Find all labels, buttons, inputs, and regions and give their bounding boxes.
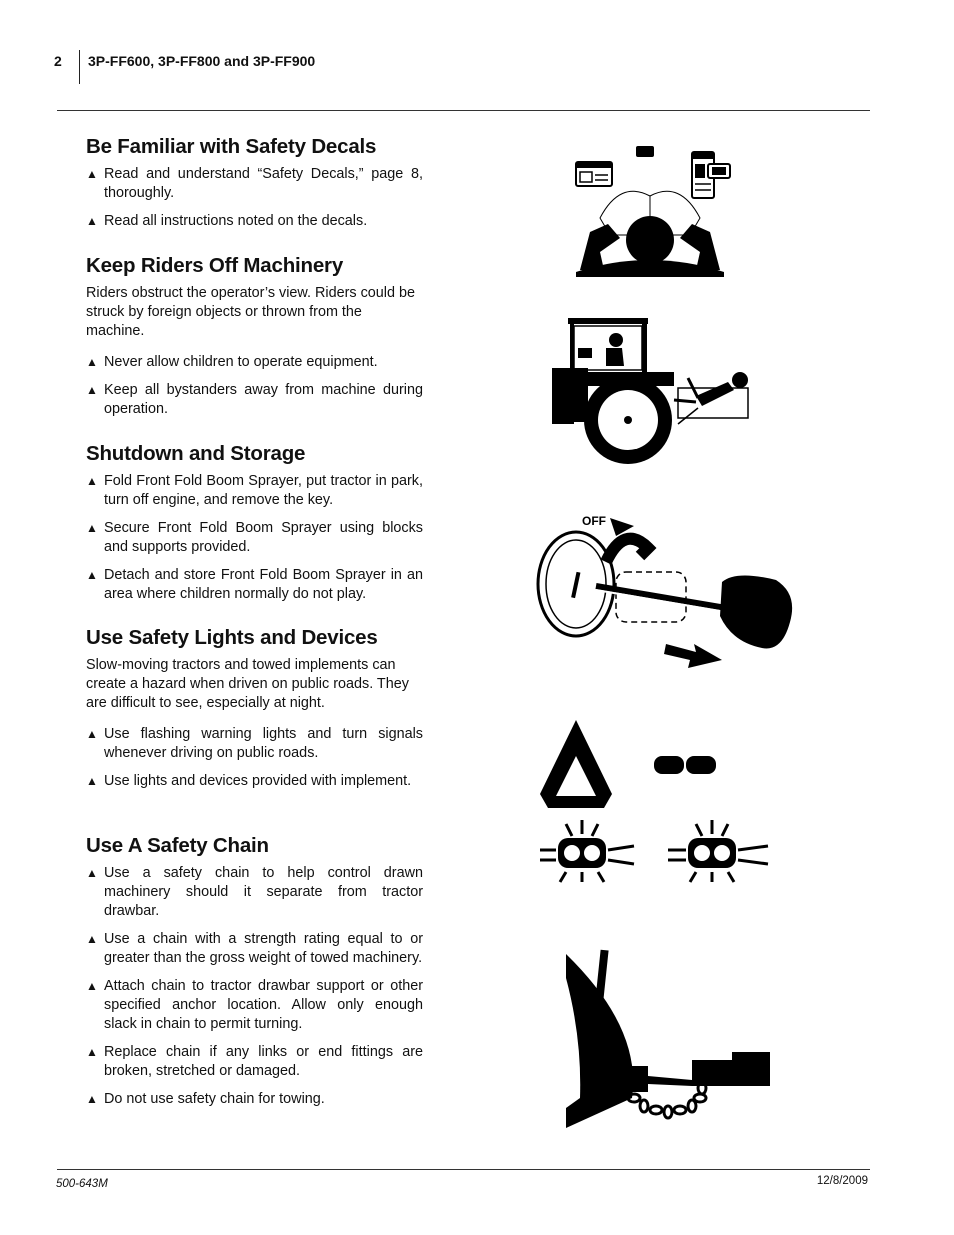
- header-title: 3P-FF600, 3P-FF800 and 3P-FF900: [88, 53, 316, 69]
- list-item: ▲ Keep all bystanders away from machine during operation.: [86, 382, 423, 417]
- bullet-triangle-icon: ▲: [86, 383, 98, 397]
- section-title: Use Safety Lights and Devices: [86, 626, 378, 649]
- bullet-triangle-icon: ▲: [86, 355, 98, 369]
- bullet-triangle-icon: ▲: [86, 521, 98, 535]
- page-number: 2: [54, 53, 62, 69]
- list-item: ▲ Use a safety chain to help control drawn machinery should it separate from tractor drawbar.: [86, 865, 423, 919]
- key-off-illustration: [536, 512, 800, 677]
- footer-rule: [57, 1169, 870, 1170]
- bullet-triangle-icon: ▲: [86, 932, 98, 946]
- bullet-triangle-icon: ▲: [86, 774, 98, 788]
- flashing-light-left: [540, 820, 634, 882]
- list-item: ▲ Use flashing warning lights and turn signals whenever driving on public roads.: [86, 726, 423, 761]
- bullet-triangle-icon: ▲: [86, 979, 98, 993]
- list-item: ▲ Use a chain with a strength rating equal to or greater than the gross weight of towed machinery.: [86, 931, 423, 966]
- flashing-light-right: [668, 820, 768, 882]
- section-intro: Riders obstruct the operator’s view. Riders could be struck by foreign objects or thrown from the machine.: [86, 285, 416, 339]
- list-item: ▲ Read and understand “Safety Decals,” page 8, thoroughly.: [86, 166, 423, 201]
- list-item: ▲ Use lights and devices provided with implement.: [86, 773, 412, 789]
- bullet-triangle-icon: ▲: [86, 1045, 98, 1059]
- section-safety-lights: [86, 626, 423, 800]
- bullet-triangle-icon: ▲: [86, 727, 98, 741]
- footer-doc-number: 500-643M: [56, 1178, 108, 1190]
- list-item: ▲ Do not use safety chain for towing.: [86, 1091, 325, 1107]
- list-item: ▲ Detach and store Front Fold Boom Sprayer in an area where children normally do not play.: [86, 567, 423, 602]
- section-title: Keep Riders Off Machinery: [86, 254, 344, 277]
- section-title: Shutdown and Storage: [86, 442, 306, 465]
- bullet-triangle-icon: ▲: [86, 474, 98, 488]
- list-item: ▲ Replace chain if any links or end fittings are broken, stretched or damaged.: [86, 1044, 423, 1079]
- list-item: ▲ Read all instructions noted on the decals.: [86, 213, 368, 229]
- header-rule: [57, 110, 870, 111]
- section-keep-riders-off: [86, 254, 423, 428]
- section-title: Use A Safety Chain: [86, 834, 269, 857]
- bullet-triangle-icon: ▲: [86, 214, 98, 228]
- section-intro: Slow-moving tractors and towed implements can create a hazard when driven on public roads. They are difficult to see, especially at night.: [86, 657, 409, 711]
- section-safety-decals: [86, 135, 423, 240]
- list-item: ▲ Never allow children to operate equipment.: [86, 354, 378, 370]
- bullet-triangle-icon: ▲: [86, 1092, 98, 1106]
- bullet-triangle-icon: ▲: [86, 167, 98, 181]
- section-shutdown-storage: [86, 442, 423, 613]
- section-title: Be Familiar with Safety Decals: [86, 135, 377, 158]
- off-label: OFF: [582, 514, 606, 528]
- safety-chain-illustration: [562, 948, 774, 1130]
- bullet-triangle-icon: ▲: [86, 568, 98, 582]
- reading-manual-illustration: [560, 140, 750, 285]
- bullet-triangle-icon: ▲: [86, 866, 98, 880]
- footer-date: 12/8/2009: [816, 1175, 868, 1187]
- list-item: ▲ Attach chain to tractor drawbar support or other specified anchor location. Allow only enough slack in chain to permit turning.: [86, 978, 423, 1032]
- list-item: ▲ Secure Front Fold Boom Sprayer using blocks and supports provided.: [86, 520, 423, 555]
- list-item: ▲ Fold Front Fold Boom Sprayer, put tractor in park, turn off engine, and remove the key.: [86, 473, 423, 508]
- section-safety-chain: [86, 834, 423, 1118]
- header-divider: [79, 50, 80, 84]
- tractor-rider-illustration: [548, 316, 758, 471]
- safety-lights-illustration: [536, 716, 772, 886]
